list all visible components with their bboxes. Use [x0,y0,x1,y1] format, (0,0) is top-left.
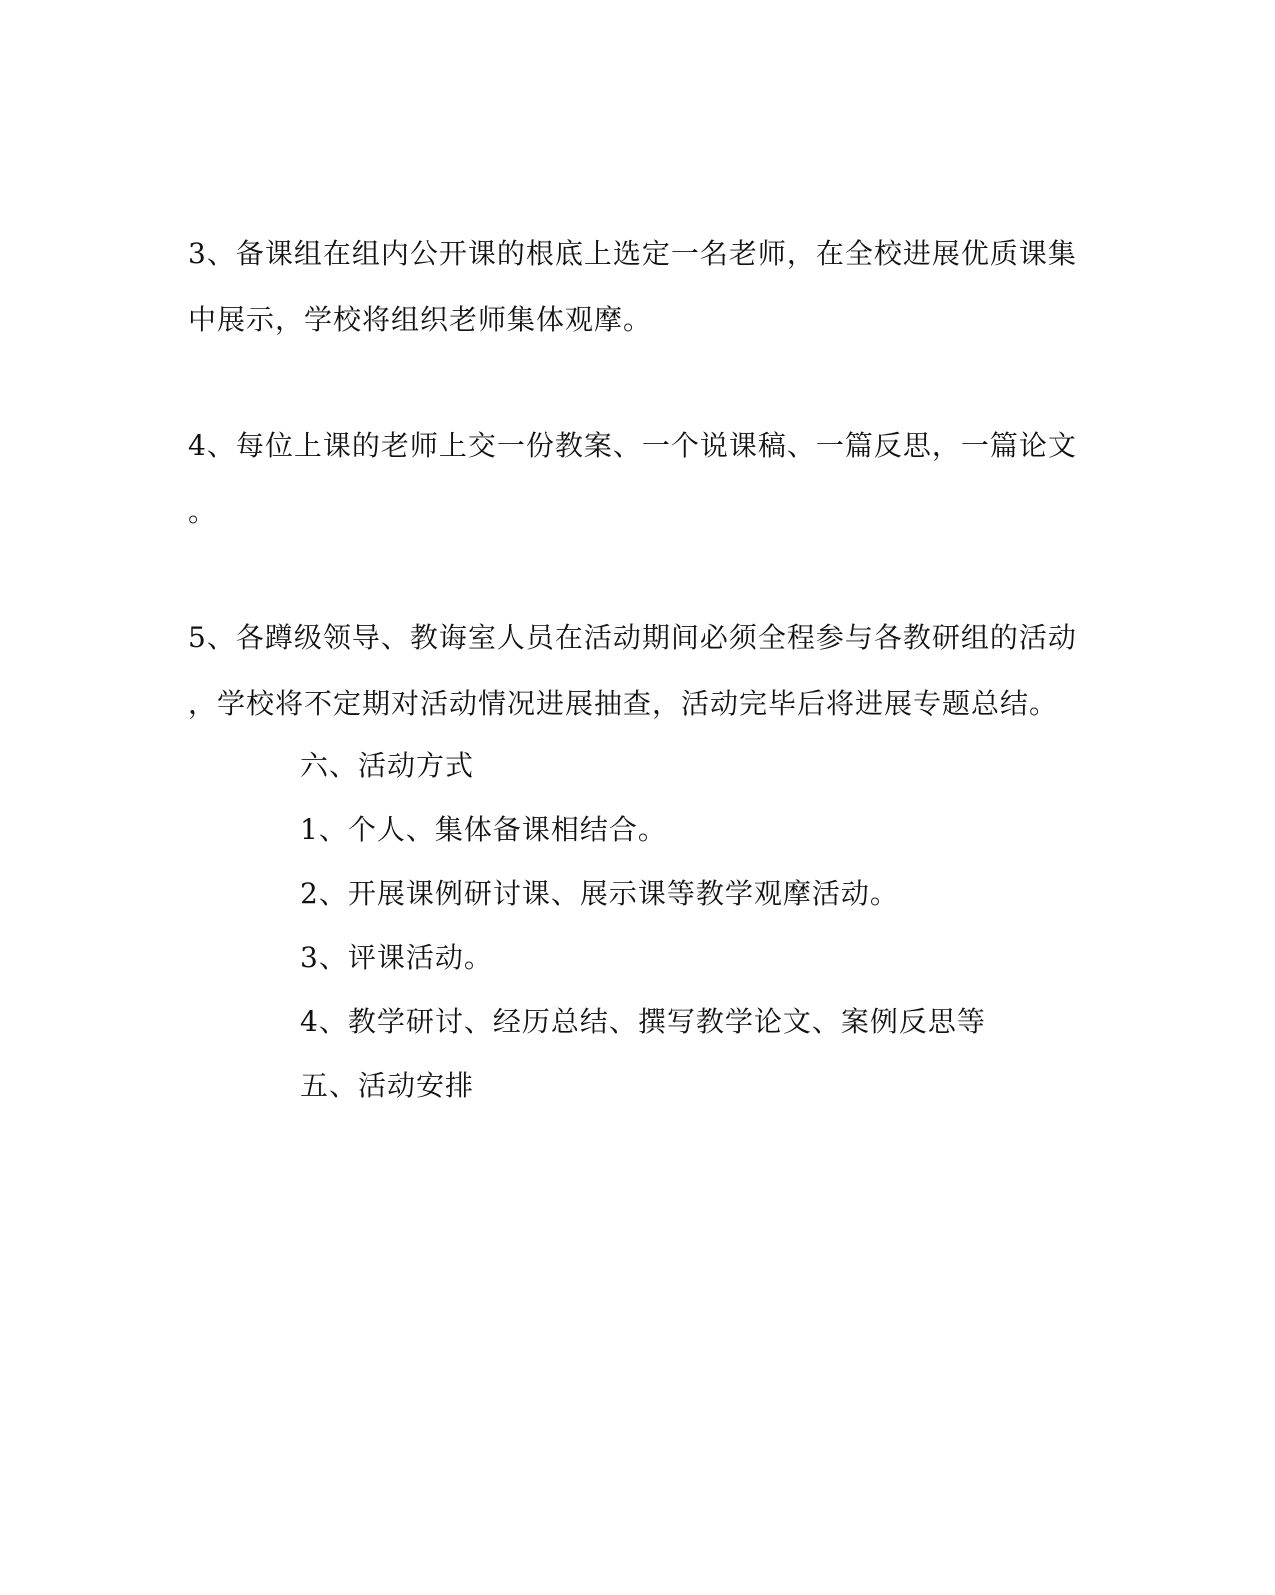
section-six-item-1: 1、个人、集体备课相结合。 [300,813,667,846]
paragraph-4-line-2: 。 [188,495,218,528]
paragraph-3-line-2: 中展示，学校将组织老师集体观摩。 [188,303,653,336]
section-six-item-4: 4、教学研讨、经历总结、撰写教学论文、案例反思等 [300,1005,986,1038]
section-six-item-3: 3、评课活动。 [300,941,493,974]
paragraph-4-line-1: 4、每位上课的老师上交一份教案、一个说课稿、一篇反思，一篇论文 [188,429,1077,462]
section-five-heading: 五、活动安排 [300,1069,475,1102]
section-six-item-2: 2、开展课例研讨课、展示课等教学观摩活动。 [300,877,899,910]
section-six-heading: 六、活动方式 [300,749,475,782]
paragraph-5-line-2: ，学校将不定期对活动情况进展抽查，活动完毕后将进展专题总结。 [188,687,1059,720]
paragraph-5-line-1: 5、各蹲级领导、教诲室人员在活动期间必须全程参与各教研组的活动 [188,621,1077,654]
paragraph-3-line-1: 3、备课组在组内公开课的根底上选定一名老师，在全校进展优质课集 [188,237,1077,270]
